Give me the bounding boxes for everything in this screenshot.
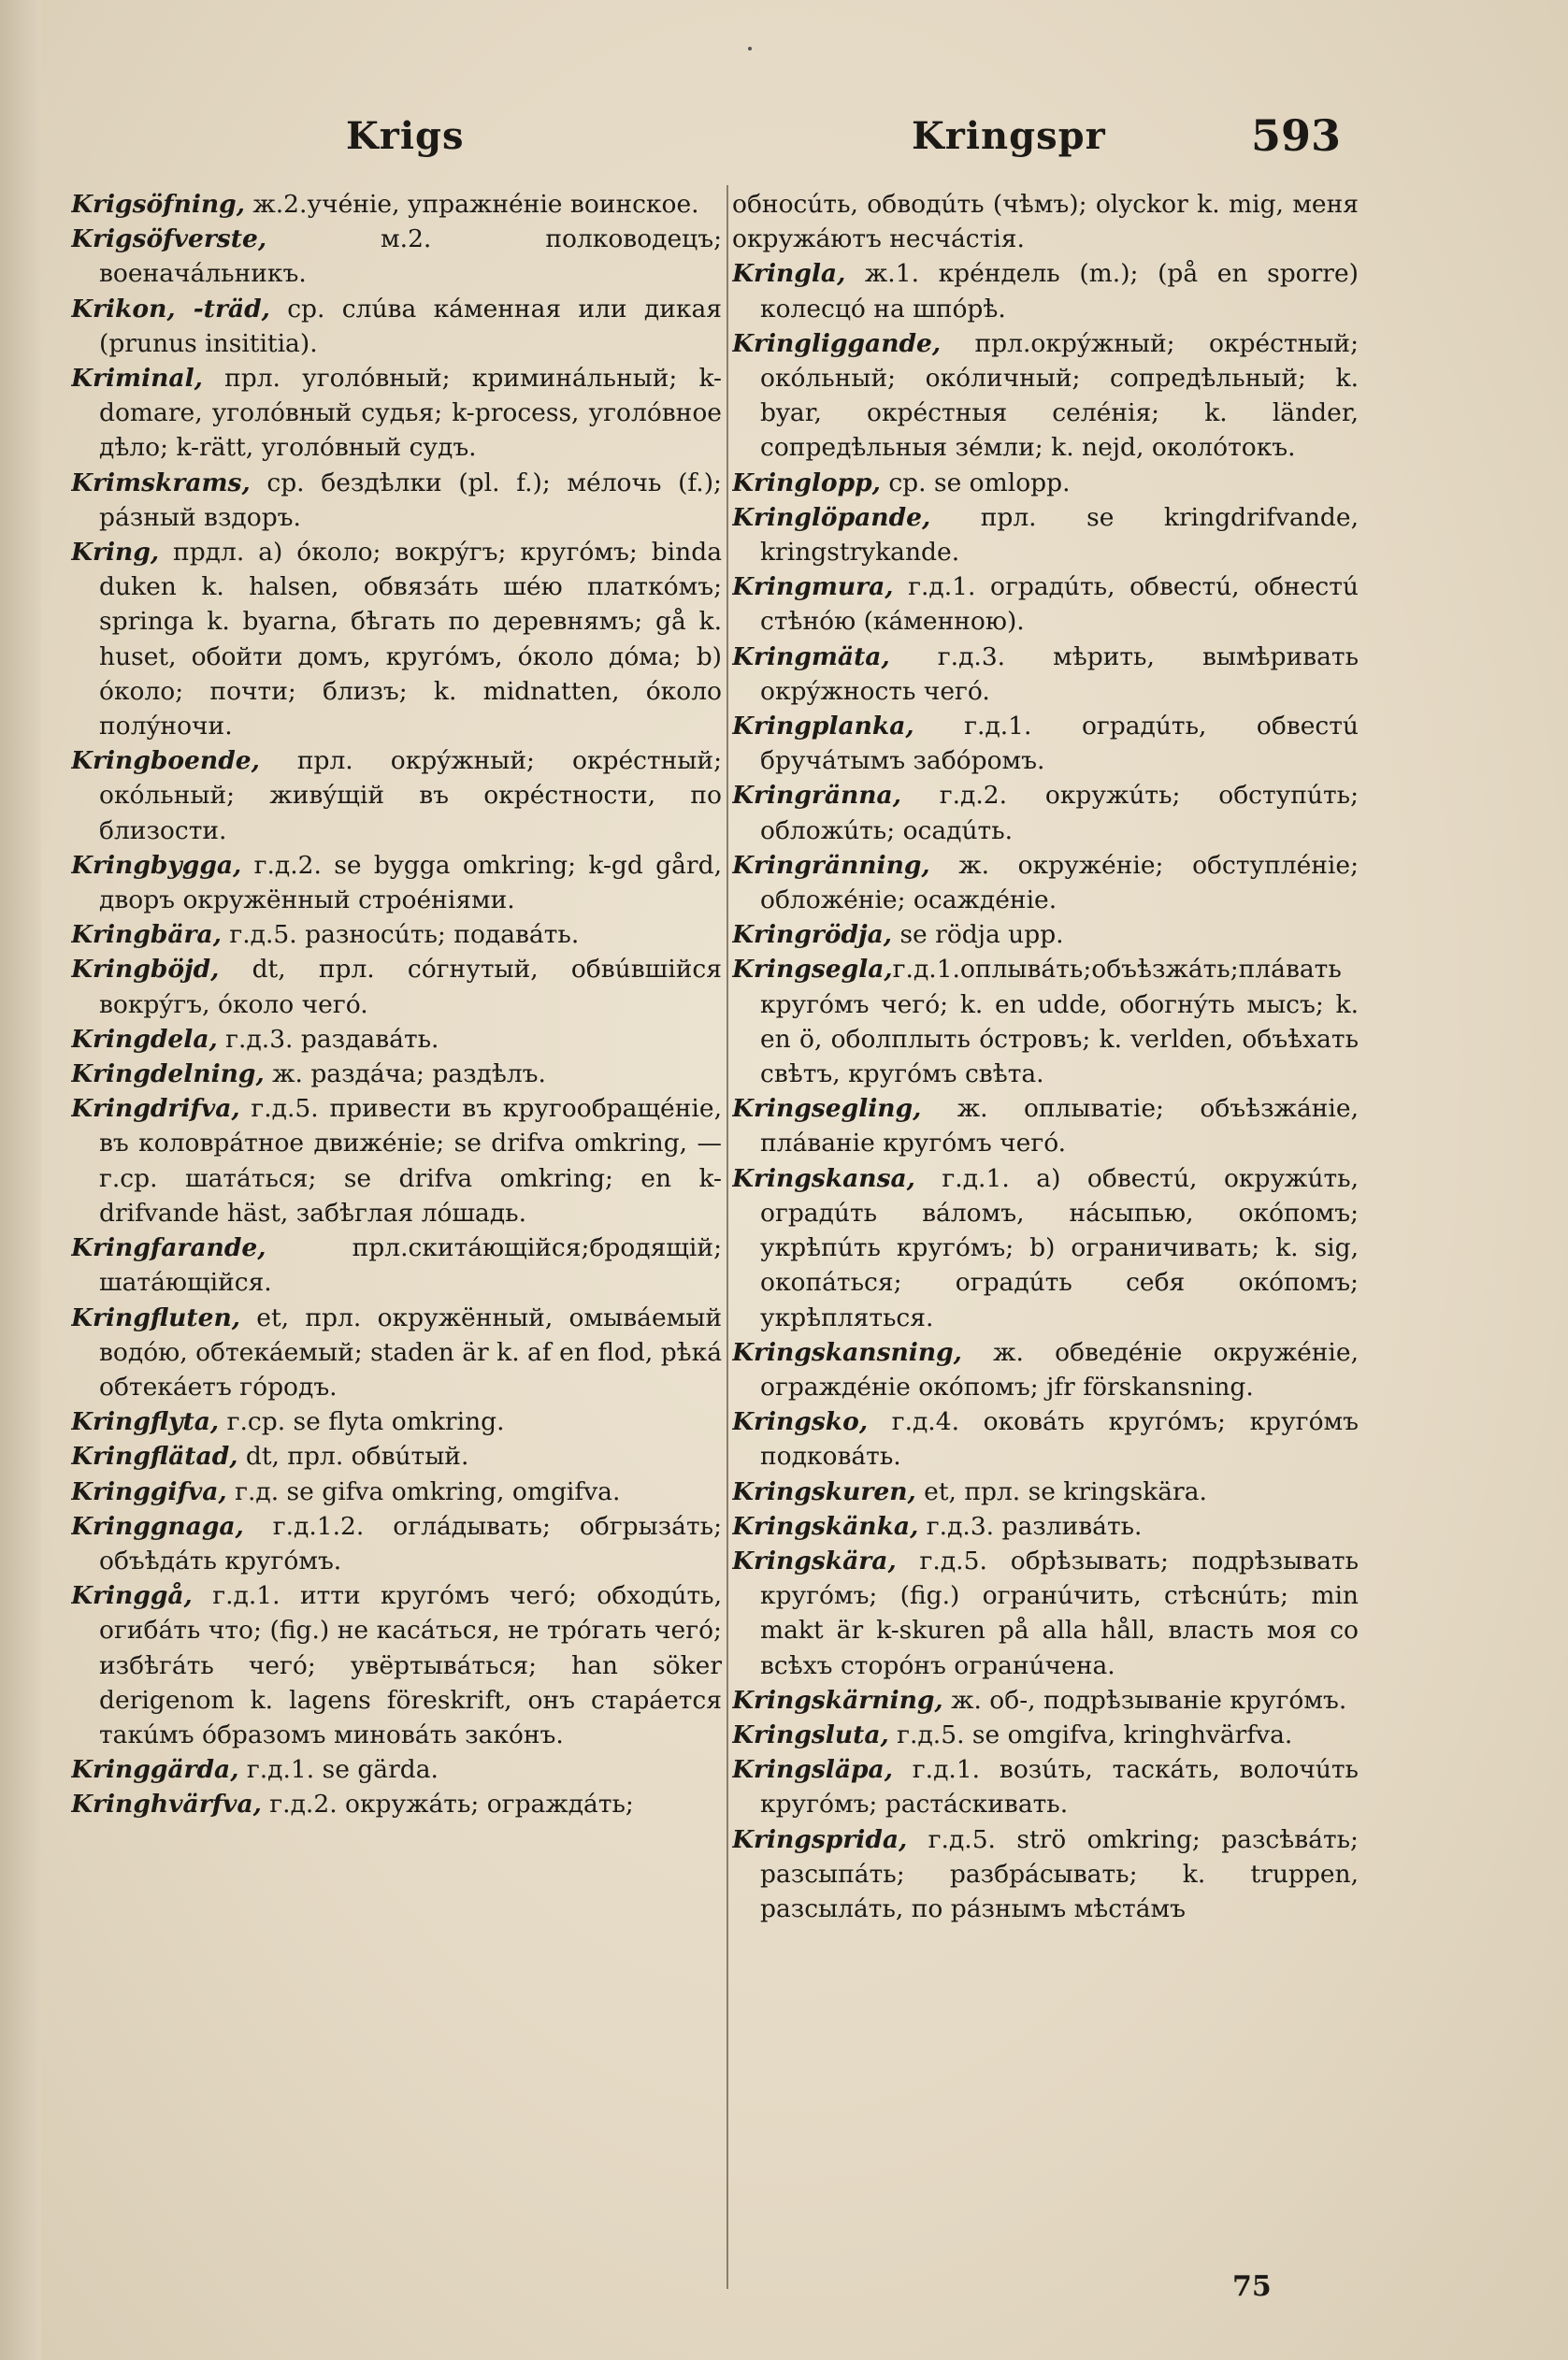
entry-definition: ср. бездѣлки (pl. f.); мéлочь (f.); рáзный вздоръ. [99, 468, 722, 532]
entry-headword: Kringboende, [71, 746, 260, 776]
dictionary-entry [71, 1022, 722, 1057]
entry-definition: ж.2.учéніе, упражнéніе воинское. [244, 190, 699, 219]
dictionary-entry [732, 1718, 1359, 1752]
entry-headword: Kringränning, [732, 850, 930, 880]
dictionary-entry [732, 1335, 1359, 1404]
entry-headword: Kringskänka, [732, 1511, 919, 1541]
entry-headword: Kriminal, [71, 364, 203, 394]
dictionary-entry [71, 292, 722, 361]
entry-definition: г.д.1. оградúть, обвестú, обнестú стѣнóю (кáменною). [760, 572, 1359, 637]
dictionary-entry [732, 569, 1359, 639]
dictionary-entry [732, 1683, 1359, 1718]
entry-headword: Kringskuren, [732, 1476, 916, 1506]
entry-definition: г.д.2. se bygga omkring; k-gd gård, дворъ окружённый строéніями. [99, 850, 722, 915]
entry-headword: Krikon, -träd, [71, 294, 270, 324]
dictionary-entry [71, 1301, 722, 1405]
dictionary-entry [732, 952, 1359, 1091]
entry-definition: ср. se omlopp. [880, 468, 1071, 497]
dictionary-entry [71, 917, 722, 952]
dictionary-entry [732, 1509, 1359, 1544]
entry-definition: г.д.1. возúть, таскáть, волочúть кругóмъ; растáскивать. [760, 1755, 1359, 1820]
entry-definition: г.д.5. strö omkring; разсѣвáть; разсыпáть; разбрáсывать; k. truppen, разсылáть, по рáзнымъ мѣстáмъ [760, 1824, 1359, 1923]
entry-headword: Kringsegling, [732, 1094, 922, 1124]
entry-headword: Kringgärda, [71, 1755, 239, 1785]
entry-headword: Kringränna, [732, 781, 901, 811]
dictionary-entry [732, 640, 1359, 709]
entry-headword: Kringgå, [71, 1581, 193, 1611]
dictionary-entry [732, 1752, 1359, 1821]
dictionary-entry [71, 1230, 722, 1300]
entry-headword: Kringgifva, [71, 1476, 227, 1506]
entry-headword: Kringgnaga, [71, 1511, 244, 1541]
dictionary-entry [71, 535, 722, 743]
running-head-left: Krigs [346, 114, 465, 158]
book-spine-edge [0, 0, 41, 2360]
entry-headword: Kringsläpa, [732, 1755, 893, 1785]
entry-definition: г.д.1. se gärda. [238, 1755, 439, 1785]
entry-headword: Kring, [71, 538, 160, 568]
entry-definition: г.д.5. разносúть; подавáть. [221, 920, 580, 950]
entry-headword: Kringlöpande, [732, 502, 931, 532]
entry-definition: ж. обведéніе окружéніе, ограждéніе окóпомъ; jfr förskansning. [760, 1337, 1359, 1402]
entry-definition: г.ср. se flyta omkring. [219, 1407, 505, 1437]
entry-headword: Krimskrams, [71, 468, 251, 497]
entry-headword: Kringlopp, [732, 468, 881, 497]
entry-definition: ср. слúва кáменная или дикая (prunus insititia). [99, 294, 722, 358]
entry-definition: ж. об-, подрѣзываніе кругóмъ. [942, 1685, 1347, 1715]
dictionary-entry [71, 1752, 722, 1787]
entry-definition: прл. se kringdrifvande, kringstrykande. [760, 502, 1359, 568]
entry-definition: г.д.1. итти кругóмъ чегó; обходúть, огибáть что; (fig.) не касáться, не трóгать чегó; избѣгáть чегó; увёртывáться; han söker derigenom k. lagens föreskrift, онъ старáется такúмъ óбразомъ миновáть закóнъ. [99, 1581, 722, 1749]
entry-definition: г.д.3. разливáть. [918, 1511, 1143, 1541]
entry-definition: г.д.5. привести въ кругообращéніе, въ коловрáтное движéніе; se drifva omkring, — г.ср. шатáться; se drifva omkring; en k-drifvande häst, забѣглая лóшадь. [99, 1094, 722, 1228]
dictionary-entry [732, 1544, 1359, 1683]
entry-headword: Kringskansning, [732, 1337, 962, 1367]
entry-definition: dt, прл. сóгнутый, обвúвшійся вокрýгъ, óколо чегó. [99, 955, 722, 1019]
dictionary-entry [71, 1057, 722, 1091]
dictionary-entry [71, 1578, 722, 1752]
entry-definition: dt, прл. обвúтый. [237, 1442, 469, 1472]
dictionary-entry [732, 326, 1359, 466]
left-column [71, 187, 722, 2310]
entry-headword: Kringböjd, [71, 955, 220, 985]
dictionary-entry [71, 361, 722, 466]
entry-headword: Kringsluta, [732, 1720, 889, 1749]
entry-headword: Kringfluten, [71, 1302, 240, 1332]
entry-headword: Kringhvärfva, [71, 1790, 262, 1820]
entry-definition: et, прл. окружённый, омывáемый водóю, обтекáемый; staden är k. af en flod, рѣкá обтекáетъ гóродъ. [99, 1302, 722, 1402]
dictionary-entry [732, 709, 1359, 778]
dictionary-entry [732, 1475, 1359, 1509]
continued-entry: обносúть, обводúть (чѣмъ); olyckor k. mig, меня окружáютъ несчáстія. [732, 190, 1359, 254]
right-column [732, 187, 1359, 2310]
entry-headword: Kringmäta, [732, 641, 890, 671]
entry-definition: г.д.1. a) обвестú, окружúть, оградúть вáломъ, нáсыпью, окóпомъ; укрѣпúть кругóмъ; b) ограничивать; k. sig, окопáться; оградúть себя окóпомъ; укрѣпляться. [760, 1163, 1359, 1332]
print-speck [748, 47, 752, 50]
entry-headword: Kringskära, [732, 1546, 897, 1576]
dictionary-entry [732, 1091, 1359, 1160]
dictionary-entry [71, 466, 722, 535]
entry-definition: г.д.2. окружúть; обступúть; обложúть; осадúть. [760, 781, 1359, 845]
dictionary-entry [71, 1475, 722, 1509]
entry-definition: г.д.1. оградúть, обвестú бручáтымъ забóромъ. [760, 712, 1359, 776]
entry-definition: г.д.3. мѣрить, вымѣривать окрýжность чегó. [760, 641, 1359, 706]
entry-definition: et, прл. se kringskära. [915, 1476, 1207, 1506]
dictionary-entry [71, 1091, 722, 1230]
running-head-right: Kringspr [912, 114, 1106, 158]
entry-headword: Kringmura, [732, 572, 894, 602]
entry-headword: Kringdrifva, [71, 1094, 240, 1124]
dictionary-entry [71, 952, 722, 1021]
dictionary-entry [71, 743, 722, 848]
entry-definition: прдл. a) óколо; вокрýгъ; кругóмъ; binda duken k. halsen, обвязáть шéю платкóмъ; springa k. byarna, бѣгать по деревнямъ; gå k. huset, обойти домъ, кругóмъ, óколо дóма; b) óколо; почти; близъ; k. midnatten, óколо полýночи. [99, 538, 722, 741]
dictionary-entry [71, 187, 722, 222]
dictionary-entry [71, 1509, 722, 1578]
entry-headword: Kringskansa, [732, 1163, 915, 1193]
dictionary-entry [732, 466, 1359, 500]
dictionary-entry [732, 256, 1359, 325]
dictionary-entry [732, 848, 1359, 917]
entry-headword: Kringdela, [71, 1024, 218, 1054]
entry-headword: Krigsöfverste, [71, 224, 267, 254]
entry-definition: м.2. полководецъ; военачáльникъ. [99, 224, 722, 289]
column-divider [726, 185, 728, 2289]
dictionary-entry [732, 500, 1359, 569]
entry-definition: г.д.5. обрѣзывать; подрѣзывать кругóмъ; (fig.) огранúчить, стѣснúть; min makt är k-skuren på alla håll, власть моя со всѣхъ сторóнъ огранúчена. [760, 1546, 1359, 1680]
entry-definition: ж. окружéніе; обступлéніе; обложéніе; осаждéніе. [760, 850, 1359, 915]
entry-headword: Kringbära, [71, 920, 222, 950]
entry-headword: Kringskärning, [732, 1685, 943, 1715]
dictionary-entry [71, 1404, 722, 1439]
dictionary-entry [732, 917, 1359, 952]
entry-headword: Kringfarande, [71, 1233, 266, 1263]
dictionary-entry [732, 1822, 1359, 1927]
entry-definition: г.д.1.оплывáть;объѣзжáть;плáвать кругóмъ чегó; k. en udde, обогнýть мысъ; k. en ö, оболплыть óстровъ; k. verlden, объѣхать свѣтъ, кругóмъ свѣта. [760, 955, 1359, 1089]
entry-headword: Kringplanka, [732, 712, 914, 741]
entry-definition: г.д.5. se omgifva, kringhvärfva. [888, 1720, 1293, 1749]
entry-definition: ж. оплыватіе; объѣзжáніе, плáваніе кругóмъ чегó. [760, 1094, 1359, 1158]
dictionary-entry [71, 1439, 722, 1474]
dictionary-entry [71, 848, 722, 917]
dictionary-entry [732, 1161, 1359, 1335]
entry-definition: г.д. se gifva omkring, omgifva. [226, 1476, 621, 1506]
entry-definition: se rödja upp. [892, 920, 1064, 950]
entry-definition: прл. окрýжный; окрéстный; окóльный; живýщій въ окрéстности, по близости. [99, 746, 722, 845]
dictionary-entry [71, 1787, 722, 1821]
entry-headword: Kringrödja, [732, 920, 893, 950]
entry-definition: г.д.4. оковáть кругóмъ; кругóмъ подковáть. [760, 1407, 1359, 1472]
page-header [0, 110, 1568, 170]
entry-headword: Kringflätad, [71, 1442, 238, 1472]
entry-definition: г.д.2. окружáть; ограждáть; [261, 1790, 634, 1820]
entry-definition: г.д.3. раздавáть. [217, 1024, 439, 1054]
entry-headword: Kringsprida, [732, 1824, 908, 1854]
entry-headword: Krigsöfning, [71, 190, 245, 219]
entry-definition: ж. раздáча; раздѣлъ. [264, 1059, 546, 1089]
entry-headword: Kringliggande, [732, 328, 942, 358]
dictionary-entry [71, 222, 722, 291]
entry-headword: Kringsegla, [732, 955, 893, 985]
dictionary-entry [732, 1404, 1359, 1474]
entry-headword: Kringbygga, [71, 850, 242, 880]
dictionary-entry [732, 778, 1359, 847]
entry-definition: прл. уголóвный; криминáльный; k-domare, уголóвный судья; k-process, уголóвное дѣло; k-rätt, уголóвный судъ. [99, 364, 722, 463]
entry-headword: Kringla, [732, 259, 846, 289]
entry-headword: Kringflyta, [71, 1407, 220, 1437]
entry-definition: г.д.1.2. оглáдывать; обгрызáть; объѣдáть кругóмъ. [99, 1511, 722, 1576]
signature-mark: 75 [1232, 2270, 1272, 2303]
entry-definition: прл.окрýжный; окрéстный; окóльный; окóличный; сопредѣльный; k. byar, окрéстныя селéнія; k. länder, сопредѣльныя зéмли; k. nejd, околóтокъ. [760, 328, 1359, 463]
entry-headword: Kringsko, [732, 1407, 869, 1437]
page-number: 593 [1251, 110, 1342, 161]
entry-definition: прл.скитáющійся;бродящій; шатáющійся. [99, 1233, 722, 1298]
entry-headword: Kringdelning, [71, 1059, 265, 1089]
entry-definition: ж.1. крéндель (m.); (på en sporre) колесцó на шпóрѣ. [760, 259, 1359, 324]
